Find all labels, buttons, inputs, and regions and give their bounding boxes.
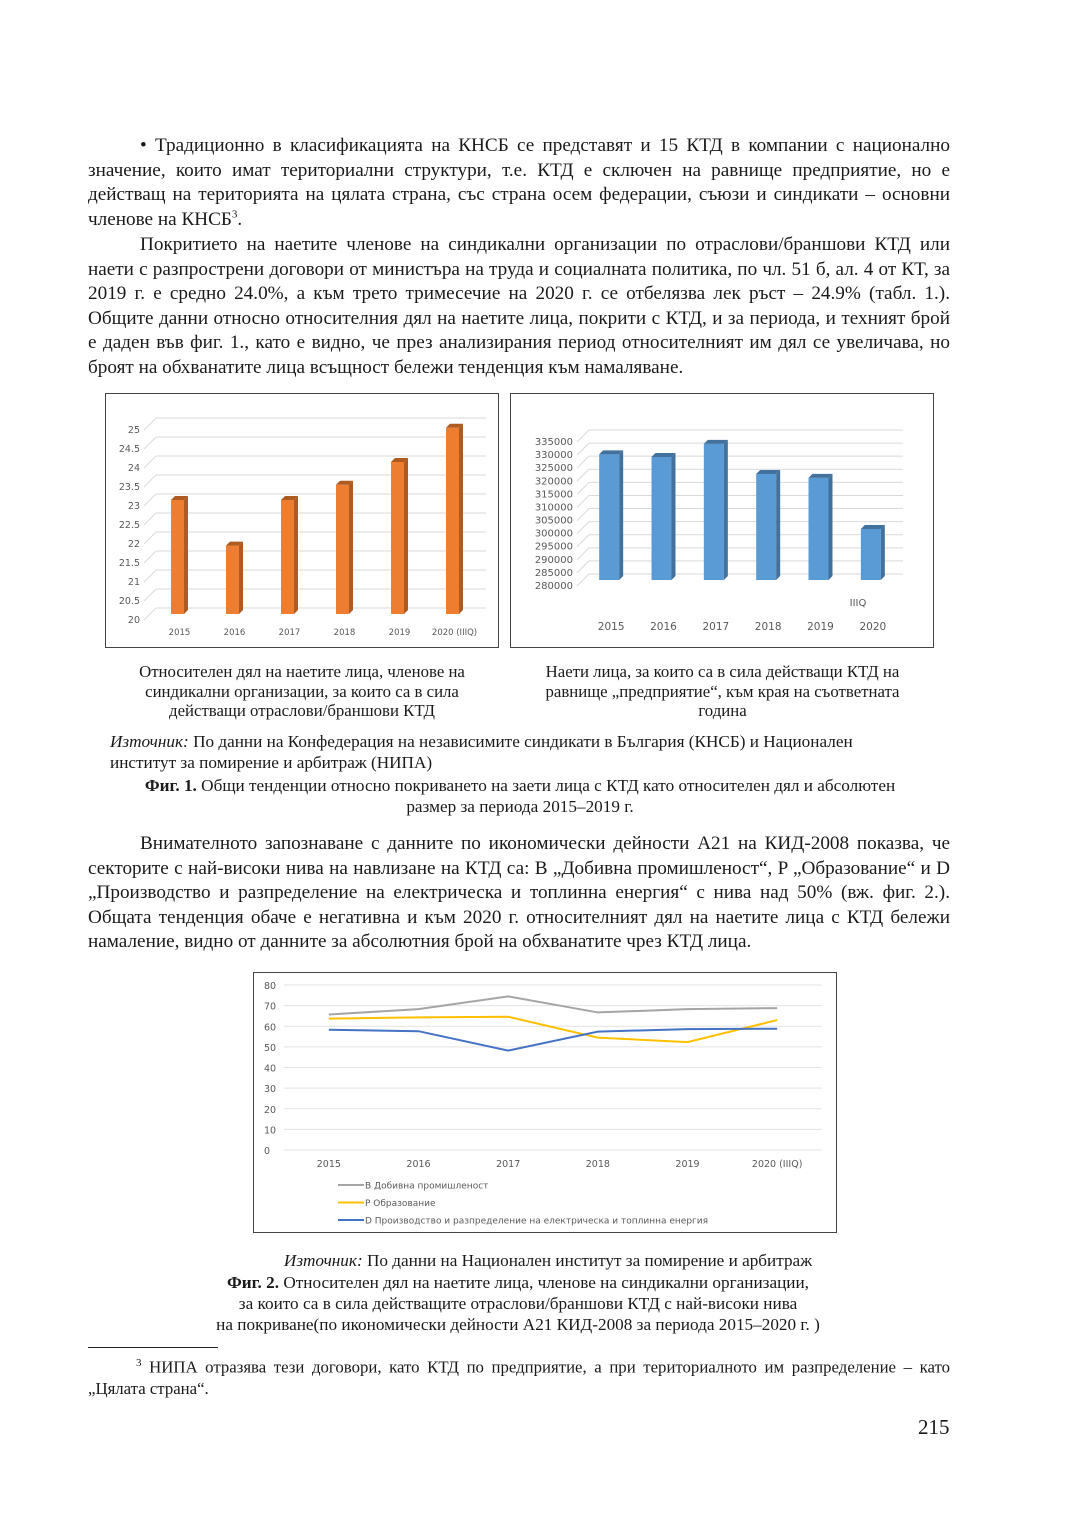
y-tick-label: 320000: [534, 476, 573, 488]
bar-top: [652, 453, 676, 457]
paragraph-3-text: Внимателното запознаване с данните по икономически дейности А21 на КИД-2008 показва, че секторите с най-високи нива на навлизане на КТД са: B „Добивна промишленост“, P „Образование“ и D „Производство и разпределение на електрическа и топлинна енергия“ с нива над 50% (вж. фиг. 2.). Общата тенденция обаче е негативна и към 2020 г. относителният дял на наетите лица с КТД бележи намаление, видно от данните за абсолютния брой на обхванатите чрез КТД лица.: [88, 833, 950, 953]
y-tick-label: 70: [264, 1001, 277, 1013]
y-tick-label: 20: [264, 1104, 277, 1116]
source-text: По данни на Конфедерация на независимите синдикати в България (КНСБ) и Национален институт за помирение и арбитраж (НИПА): [110, 732, 853, 772]
figure2-title: [88, 1272, 948, 1335]
y-tick-label: 23: [127, 501, 140, 512]
source-label: Източник:: [283, 1251, 363, 1270]
y-tick-label: 330000: [534, 450, 573, 462]
x-tick-label: 2017: [278, 628, 301, 638]
bar-top: [599, 450, 623, 454]
y-tick-label: 21.5: [118, 558, 140, 569]
bar-side: [619, 450, 623, 580]
y-tick-label: 305000: [534, 515, 573, 527]
gridline-perspective: [144, 532, 156, 544]
x-tick-label: 2016: [223, 628, 246, 638]
footnote-text: НИПА отразява тези договори, като КТД по предприятие, а при териториалното им разпределение – като „Цялата страна“.: [88, 1357, 950, 1398]
y-tick-label: 310000: [534, 502, 573, 514]
bar: [171, 500, 184, 614]
gridline-perspective: [577, 522, 589, 534]
y-tick-label: 24.5: [118, 444, 140, 455]
figure1-right-caption: Наети лица, за които са в сила действащи КТД на равнище „предприятие“, към края на съответната година: [545, 662, 900, 720]
legend-label: B Добивна промишленост: [365, 1181, 489, 1192]
bar-side: [459, 424, 463, 614]
y-tick-label: 10: [264, 1125, 277, 1137]
figure1-left-caption: Относителен дял на наетите лица, членове на синдикални организации, за които са в сила действащи отраслови/браншови КТД: [139, 662, 465, 720]
bar-chart-orange: [106, 394, 498, 647]
y-tick-label: 40: [264, 1063, 277, 1075]
bar: [446, 428, 459, 614]
y-tick-label: 22: [127, 539, 140, 550]
gridline-perspective: [577, 535, 589, 547]
gridline-perspective: [577, 548, 589, 560]
y-tick-label: 315000: [534, 489, 573, 501]
bar: [599, 454, 619, 580]
y-tick-label: 22.5: [118, 520, 140, 531]
source-label: Източник:: [110, 732, 189, 751]
category-annotation: IIIQ: [849, 598, 867, 609]
bar: [226, 546, 239, 614]
bar-side: [672, 453, 676, 580]
y-tick-label: 80: [264, 981, 277, 992]
y-tick-label: 25: [127, 425, 140, 436]
chart-employees-count: [510, 393, 934, 648]
line-chart: [254, 973, 836, 1232]
gridline-perspective: [144, 589, 156, 601]
gridline-perspective: [144, 418, 156, 430]
paragraph-1-text: • Традиционно в класификацията на КНСБ се представят и 15 КТД в компании с национално значение, които имат териториални структури, т.е. КТД е сключен на равнище предприятие, но е действащ на територията на цялата страна, със страна осем федерации, съюзи и синдикати – основни членове на КНСБ: [88, 135, 950, 230]
bar: [281, 500, 294, 614]
figure-label: Фиг. 1.: [144, 776, 197, 795]
x-tick-label: 2018: [585, 1159, 610, 1170]
gridline-perspective: [144, 551, 156, 563]
y-tick-label: 23.5: [118, 482, 140, 493]
gridline-perspective: [577, 574, 589, 586]
bar-side: [829, 474, 833, 580]
y-tick-label: 60: [264, 1022, 277, 1034]
footnote: [88, 1353, 950, 1399]
figure1-source: [110, 731, 870, 773]
x-tick-label: 2017: [496, 1159, 521, 1170]
y-tick-label: 285000: [534, 567, 573, 579]
gridline-perspective: [144, 570, 156, 582]
x-tick-label: 2017: [702, 621, 730, 633]
footnote-ref: 3: [231, 208, 238, 221]
footnote-number: 3: [136, 1357, 142, 1369]
bar-side: [724, 440, 728, 580]
bar: [809, 478, 829, 580]
y-tick-label: 50: [264, 1042, 277, 1054]
figure-title-line: на покриване(по икономически дейности А21 КИД-2008 за периода 2015–2020 г. ): [216, 1315, 820, 1334]
figure-label: Фиг. 2.: [227, 1273, 280, 1292]
gridline-perspective: [144, 513, 156, 525]
x-tick-label: 2016: [406, 1159, 431, 1170]
footnote-separator: [88, 1347, 218, 1348]
source-text: По данни на Национален институт за помирение и арбитраж: [362, 1251, 813, 1270]
page-number: 215: [918, 1415, 950, 1439]
bar-top: [704, 440, 728, 444]
y-tick-label: 295000: [534, 541, 573, 553]
figure-title-line: Относителен дял на наетите лица, членове на синдикални организации,: [279, 1273, 809, 1292]
x-tick-label: 2019: [388, 628, 411, 638]
gridline-perspective: [577, 456, 589, 468]
x-tick-label: 2015: [316, 1159, 341, 1170]
x-tick-label: 2019: [675, 1159, 700, 1170]
gridline-perspective: [144, 456, 156, 468]
x-tick-label: 2019: [807, 621, 834, 633]
x-tick-label: 2015: [168, 628, 191, 638]
y-tick-label: 335000: [534, 437, 573, 448]
bar: [704, 444, 724, 580]
gridline-perspective: [144, 475, 156, 487]
y-tick-label: 21: [127, 577, 140, 588]
figure-title-text: Общи тенденции относно покриването на заети лица с КТД като относителен дял и абсолютен размер за периода 2015–2019 г.: [196, 776, 896, 816]
bar-top: [756, 470, 780, 474]
y-tick-label: 280000: [534, 581, 573, 592]
bar-side: [239, 542, 243, 614]
y-tick-label: 30: [264, 1084, 277, 1096]
gridline-perspective: [577, 443, 589, 455]
gridline-perspective: [577, 430, 589, 442]
y-tick-label: 20.5: [118, 596, 140, 607]
figure1-title: [130, 775, 910, 817]
gridline-perspective: [577, 495, 589, 507]
bar-side: [294, 496, 298, 614]
x-tick-label: 2015: [597, 621, 625, 633]
bar-side: [776, 470, 780, 580]
x-tick-label: 2020 (IIIQ): [431, 628, 478, 638]
chart-relative-share: [105, 393, 499, 648]
bar: [756, 474, 776, 580]
y-tick-label: 300000: [534, 528, 573, 540]
paragraph-1: [88, 134, 950, 232]
chart-sector-coverage: [253, 972, 837, 1233]
figure2-source: [88, 1250, 1008, 1271]
x-tick-label: 2020 (IIIQ): [751, 1159, 803, 1170]
y-tick-label: 325000: [534, 463, 573, 475]
bar-chart-blue: [511, 394, 933, 647]
gridline-perspective: [577, 509, 589, 521]
x-tick-label: 2018: [333, 628, 356, 638]
bar-side: [184, 496, 188, 614]
gridline-perspective: [577, 482, 589, 494]
gridline-perspective: [144, 494, 156, 506]
y-tick-label: 290000: [534, 554, 573, 566]
y-tick-label: 0: [264, 1146, 271, 1157]
bar-side: [349, 481, 353, 614]
bar-side: [881, 525, 885, 580]
bar-top: [809, 474, 833, 478]
bar-side: [404, 458, 408, 614]
legend-label: D Производство и разпределение на електрическа и топлинна енергия: [365, 1216, 709, 1227]
bar: [391, 462, 404, 614]
gridline-perspective: [144, 437, 156, 449]
x-tick-label: 2016: [650, 621, 677, 633]
paragraph-3: [88, 832, 950, 955]
y-tick-label: 20: [127, 615, 140, 626]
legend-label: P Образование: [365, 1199, 436, 1209]
gridline-perspective: [577, 561, 589, 573]
bar: [336, 485, 349, 614]
paragraph-2-text: Покритието на наетите членове на синдикални организации по отраслови/браншови КТД или наети с разпрострени договори от министъра на труда и социалната политика, по чл. 51 б, ал. 4 от КТ, за 2019 г. е средно 24.0%, а към трето тримесечие на 2020 г. се отбелязва лек ръст – 24.9% (табл. 1.). Общите данни относно относителния дял на наетите лица, покрити с КТД, и за периода, и техният брой е даден във фиг. 1., като е видно, че през анализирания период относителният им дял се увеличава, но броят на обхванатите лица всъщност бележи тенденция към намаляване.: [88, 234, 950, 378]
paragraph-2: [88, 233, 950, 381]
x-tick-label: 2018: [754, 621, 782, 633]
y-tick-label: 24: [127, 463, 140, 474]
gridline-perspective: [577, 469, 589, 481]
paragraph-1-end: .: [237, 208, 243, 230]
figure-title-line: за които са в сила действащите отраслови/браншови КТД с най-високи нива: [238, 1294, 798, 1313]
gridline-perspective: [144, 608, 156, 620]
bar: [861, 529, 881, 580]
bar: [652, 457, 672, 580]
bar-top: [861, 525, 885, 529]
x-tick-label: 2020: [859, 621, 887, 633]
